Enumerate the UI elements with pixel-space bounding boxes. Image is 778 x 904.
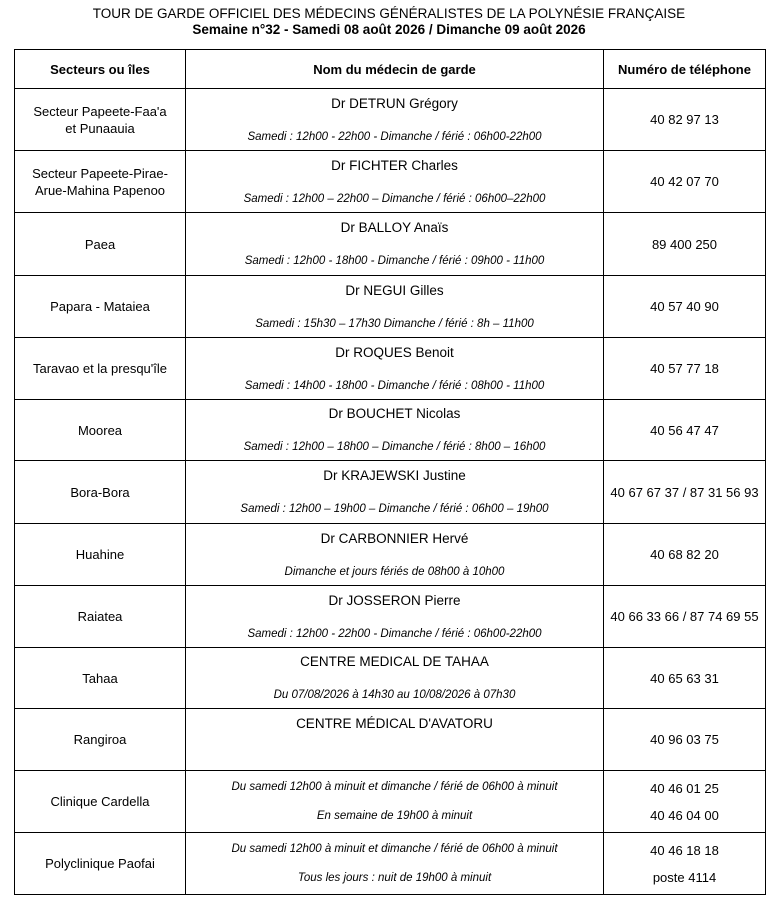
- sector-cell: [15, 524, 186, 586]
- doctor-name: Dr JOSSERON Pierre: [328, 592, 461, 608]
- phone-number: poste 4114: [652, 869, 717, 885]
- phone-number: 40 46 04 00: [650, 807, 719, 823]
- phone-cell: [604, 213, 766, 276]
- sector-name: Taravao et la presqu'île: [32, 361, 167, 376]
- doctor-cell: [186, 276, 604, 338]
- sector-cell: [15, 276, 186, 338]
- phone-number: 40 82 97 13: [650, 112, 719, 127]
- on-call-hours: Dimanche et jours fériés de 08h00 à 10h00: [284, 565, 505, 578]
- sector-name: Paea: [84, 236, 116, 252]
- phone-cell: [604, 833, 766, 895]
- phone-number: 40 46 01 25: [650, 780, 719, 796]
- document-title: TOUR DE GARDE OFFICIEL DES MÉDECINS GÉNÉRALISTES DE LA POLYNÉSIE FRANÇAISE: [92, 6, 686, 21]
- sector-cell: [15, 833, 186, 895]
- clinic-hours-cell: [186, 771, 604, 833]
- phone-number: 40 56 47 47: [650, 422, 719, 438]
- phone-number: 40 42 07 70: [650, 174, 719, 189]
- clinic-hours-line: Tous les jours : nuit de 19h00 à minuit: [297, 871, 492, 884]
- table-row: [15, 461, 766, 524]
- doctor-name: Dr FICHTER Charles: [331, 157, 458, 173]
- column-header-phone: Numéro de téléphone: [604, 50, 766, 89]
- table-row: [15, 771, 766, 833]
- phone-cell: [604, 151, 766, 213]
- doctor-name: Dr BOUCHET Nicolas: [328, 406, 461, 421]
- table-row: [15, 338, 766, 400]
- table-row: [15, 400, 766, 461]
- sector-cell: [15, 586, 186, 648]
- on-call-hours: Samedi : 12h00 – 22h00 – Dimanche / férié : 06h00–22h00: [243, 192, 546, 205]
- doctor-name: CENTRE MEDICAL DE TAHAA: [300, 654, 489, 669]
- phone-number: 40 46 18 18: [650, 842, 719, 858]
- document-subtitle: Semaine n°32 - Samedi 08 août 2026 / Dimanche 09 août 2026: [192, 22, 586, 37]
- sector-name: Papara - Mataiea: [50, 299, 150, 314]
- sector-name: Moorea: [77, 422, 123, 438]
- phone-number: 40 68 82 20: [650, 547, 719, 562]
- sector-name: Clinique Cardella: [50, 794, 150, 809]
- on-call-hours: Samedi : 12h00 - 22h00 - Dimanche / férié : 06h00-22h00: [247, 130, 542, 143]
- sector-name: Secteur Papeete-Pirae- Arue-Mahina Papenoo: [32, 165, 168, 198]
- phone-cell: [604, 524, 766, 586]
- clinic-hours-line: Du samedi 12h00 à minuit et dimanche / férié de 06h00 à minuit: [231, 780, 558, 793]
- doctor-cell: [186, 524, 604, 586]
- sector-cell: [15, 213, 186, 276]
- phone-cell: [604, 586, 766, 648]
- sector-cell: [15, 89, 186, 151]
- phone-cell: [604, 709, 766, 771]
- sector-name: Polyclinique Paofai: [45, 856, 155, 871]
- table-row: [15, 89, 766, 151]
- on-call-hours: Samedi : 14h00 - 18h00 - Dimanche / férié : 08h00 - 11h00: [244, 379, 545, 392]
- doctor-name: Dr CARBONNIER Hervé: [320, 530, 469, 546]
- sector-name: Bora-Bora: [70, 484, 130, 500]
- phone-number: 40 66 33 66 / 87 74 69 55: [610, 609, 759, 624]
- doctor-cell: [186, 709, 604, 771]
- phone-number: 40 57 40 90: [650, 299, 719, 314]
- on-call-table: [14, 49, 766, 895]
- table-row: [15, 276, 766, 338]
- table-row: [15, 151, 766, 213]
- doctor-cell: [186, 400, 604, 461]
- doctor-cell: [186, 586, 604, 648]
- doctor-name: Dr ROQUES Benoit: [335, 344, 454, 360]
- phone-number: 89 400 250: [651, 236, 718, 252]
- doctor-name: CENTRE MÉDICAL D'AVATORU: [296, 715, 493, 731]
- doctor-name: Dr NEGUI Gilles: [345, 282, 444, 298]
- sector-name: Secteur Papeete-Faa'a et Punaauia: [33, 103, 167, 136]
- phone-cell: [604, 648, 766, 709]
- doctor-cell: [186, 648, 604, 709]
- doctor-cell: [186, 461, 604, 524]
- sector-name: Tahaa: [82, 670, 118, 686]
- table-row: [15, 833, 766, 895]
- column-header-doctor: Nom du médecin de garde: [186, 50, 604, 89]
- sector-cell: [15, 771, 186, 833]
- phone-cell: [604, 771, 766, 833]
- doctor-cell: [186, 89, 604, 151]
- on-call-hours: Samedi : 12h00 - 22h00 - Dimanche / férié : 06h00-22h00: [247, 627, 542, 640]
- phone-cell: [604, 276, 766, 338]
- doctor-name: Dr KRAJEWSKI Justine: [323, 468, 466, 483]
- clinic-hours-cell: [186, 833, 604, 895]
- on-call-hours: Du 07/08/2026 à 14h30 au 10/08/2026 à 07h30: [273, 689, 516, 701]
- doctor-name: Dr BALLOY Anaïs: [340, 220, 449, 235]
- doctor-cell: [186, 151, 604, 213]
- phone-number: 40 67 67 37 / 87 31 56 93: [610, 484, 759, 500]
- phone-number: 40 65 63 31: [650, 670, 719, 686]
- column-header-sector: Secteurs ou îles: [15, 50, 186, 89]
- phone-number: 40 57 77 18: [650, 361, 719, 376]
- sector-cell: [15, 648, 186, 709]
- phone-cell: [604, 461, 766, 524]
- doctor-cell: [186, 338, 604, 400]
- doctor-name: Dr DETRUN Grégory: [331, 95, 458, 111]
- doctor-cell: [186, 213, 604, 276]
- sector-cell: [15, 461, 186, 524]
- sector-cell: [15, 151, 186, 213]
- phone-cell: [604, 338, 766, 400]
- sector-name: Rangiroa: [73, 732, 127, 747]
- table-row: [15, 213, 766, 276]
- table-row: [15, 648, 766, 709]
- sector-name: Raiatea: [77, 609, 123, 624]
- phone-cell: [604, 400, 766, 461]
- phone-cell: [604, 89, 766, 151]
- table-header-row: [15, 50, 766, 89]
- on-call-hours: Samedi : 12h00 - 18h00 - Dimanche / férié : 09h00 - 11h00: [244, 255, 545, 267]
- table-row: [15, 524, 766, 586]
- sector-cell: [15, 338, 186, 400]
- sector-cell: [15, 709, 186, 771]
- sector-name: Huahine: [75, 547, 125, 562]
- on-call-hours: Samedi : 15h30 – 17h30 Dimanche / férié : 8h – 11h00: [255, 317, 534, 330]
- phone-number: 40 96 03 75: [650, 732, 719, 747]
- table-row: [15, 709, 766, 771]
- sector-cell: [15, 400, 186, 461]
- clinic-hours-line: Du samedi 12h00 à minuit et dimanche / férié de 06h00 à minuit: [231, 842, 558, 855]
- on-call-hours: Samedi : 12h00 – 19h00 – Dimanche / férié : 06h00 – 19h00: [240, 503, 549, 515]
- table-row: [15, 586, 766, 648]
- on-call-hours: Samedi : 12h00 – 18h00 – Dimanche / férié : 8h00 – 16h00: [243, 441, 546, 453]
- clinic-hours-line: En semaine de 19h00 à minuit: [316, 809, 473, 822]
